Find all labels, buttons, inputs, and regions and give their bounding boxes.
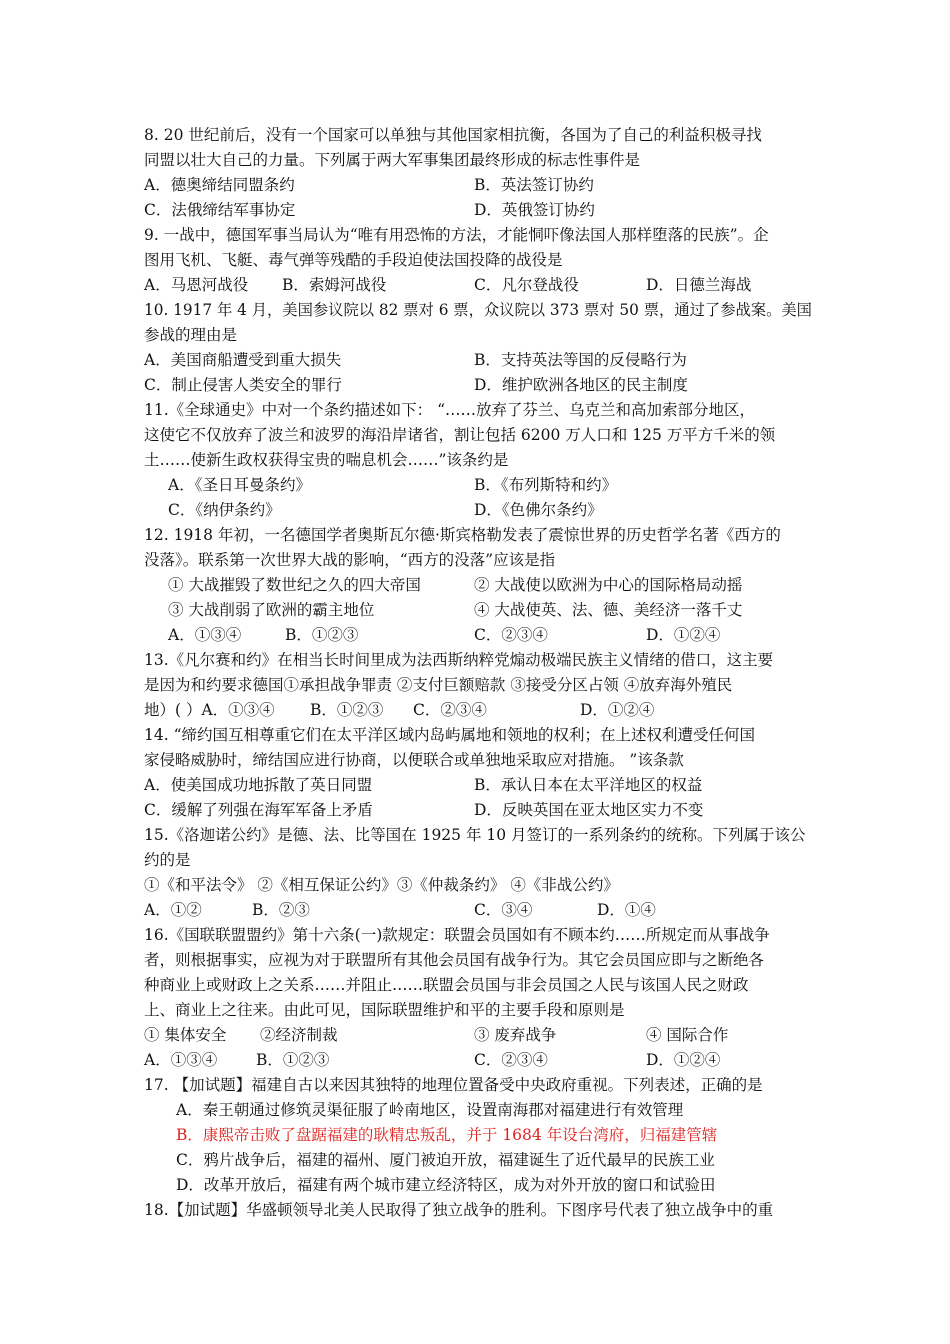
q13-stem-line1: 13.《凡尔赛和约》在相当长时间里成为法西斯纳粹党煽动极端民族主义情绪的借口，这主要 [144,651,774,669]
q12-statement-3: ③ 大战削弱了欧洲的霸主地位 [168,601,375,619]
q13-stem-line2: 是因为和约要求德国①承担战争罪责 ②支付巨额赔款 ③接受分区占领 ④放弃海外殖民 [144,676,733,694]
q15-option-c: C．③④ [474,901,533,919]
q8-option-d: D．英俄签订协约 [474,201,595,219]
q15-stem-line2: 约的是 [144,851,191,869]
q16-option-a: A．①③④ [144,1051,218,1069]
q10-option-c: C．制止侵害人类安全的罪行 [144,376,342,394]
q14-option-b: B．承认日本在太平洋地区的权益 [474,776,703,794]
q18-stem-line1: 18.【加试题】华盛顿领导北美人民取得了独立战争的胜利。下图序号代表了独立战争中的重 [144,1201,774,1219]
q16-option-d: D．①②④ [646,1051,721,1069]
q13-option-b: B．①②③ [310,701,384,719]
q10-stem-line1: 10. 1917 年 4 月，美国参议院以 82 票对 6 票，众议院以 373 票对 50 票，通过了参战案。美国 [144,301,812,319]
q12-statement-1: ① 大战摧毁了数世纪之久的四大帝国 [168,576,421,594]
q13-stem-line3-option-a: 地）( ）A．①③④ [144,701,275,719]
q16-statement-3: ③ 废弃战争 [474,1026,557,1044]
q15-option-d: D．①④ [597,901,656,919]
q17-option-b-answer: B．康熙帝击败了盘踞福建的耿精忠叛乱，并于 1684 年设台湾府，归福建管辖 [176,1126,718,1144]
q8-option-c: C．法俄缔结军事协定 [144,201,296,219]
q13-option-d: D．①②④ [580,701,655,719]
q11-stem-line3: 土……使新生政权获得宝贵的喘息机会……”该条约是 [144,451,509,469]
q10-option-d: D．维护欧洲各地区的民主制度 [474,376,688,394]
q16-stem-line1: 16.《国联联盟盟约》第十六条(一)款规定：联盟会员国如有不顾本约……所规定而从事战争 [144,926,770,944]
q8-stem-line1: 8. 20 世纪前后，没有一个国家可以单独与其他国家相抗衡，各国为了自己的利益积极寻找 [144,126,762,144]
q16-option-c: C．②③④ [474,1051,548,1069]
q12-option-b: B．①②③ [285,626,359,644]
q11-option-a: A．《圣日耳曼条约》 [168,476,311,494]
q14-stem-line2: 家侵略威胁时，缔结国应进行协商，以便联合或单独地采取应对措施。 ”该条款 [144,751,684,769]
q11-option-b: B．《布列斯特和约》 [474,476,618,494]
q10-option-a: A．美国商船遭受到重大损失 [144,351,342,369]
q16-stem-line2: 者，则根据事实，应视为对于联盟所有其他会员国有战争行为。其它会员国应即与之断绝各 [144,951,765,969]
q11-option-d: D．《色佛尔条约》 [474,501,603,519]
q9-option-b: B．索姆河战役 [282,276,387,294]
q8-option-a: A．德奥缔结同盟条约 [144,176,295,194]
q14-stem-line1: 14. “缔约国互相尊重它们在太平洋区域内岛屿属地和领地的权利；在上述权利遭受任何国 [144,726,756,744]
q12-statement-2: ② 大战使以欧洲为中心的国际格局动摇 [474,576,743,594]
q9-stem-line2: 图用飞机、飞艇、毒气弹等残酷的手段迫使法国投降的战役是 [144,251,563,269]
q15-option-a: A．①② [144,901,202,919]
q17-option-c: C．鸦片战争后，福建的福州、厦门被迫开放，福建诞生了近代最早的民族工业 [176,1151,715,1169]
q11-option-c: C．《纳伊条约》 [168,501,281,519]
q12-option-a: A．①③④ [168,626,242,644]
q16-statement-2: ②经济制裁 [260,1026,338,1044]
q14-option-c: C．缓解了列强在海军军备上矛盾 [144,801,373,819]
q10-stem-line2: 参战的理由是 [144,326,238,344]
q9-option-d: D．日德兰海战 [646,276,752,294]
q12-stem-line1: 12. 1918 年初，一名德国学者奥斯瓦尔德·斯宾格勒发表了震惊世界的历史哲学名著《西方的 [144,526,781,544]
q9-option-a: A．马恩河战役 [144,276,249,294]
q17-option-d: D．改革开放后，福建有两个城市建立经济特区，成为对外开放的窗口和试验田 [176,1176,716,1194]
q11-stem-line2: 这使它不仅放弃了波兰和波罗的海沿岸诸省，割让包括 6200 万人口和 125 万平方千米的领 [144,426,776,444]
q17-option-a: A．秦王朝通过修筑灵渠征服了岭南地区，设置南海郡对福建进行有效管理 [176,1101,684,1119]
q9-stem-line1: 9. 一战中，德国军事当局认为“唯有用恐怖的方法，才能恫吓像法国人那样堕落的民族”。企 [144,226,769,244]
q10-option-b: B．支持英法等国的反侵略行为 [474,351,687,369]
q8-option-b: B．英法签订协约 [474,176,594,194]
q16-statement-1: ① 集体安全 [144,1026,227,1044]
q11-stem-line1: 11.《全球通史》中对一个条约描述如下： “……放弃了芬兰、乌克兰和高加索部分地区， [144,401,756,419]
q12-statement-4: ④ 大战使英、法、德、美经济一落千丈 [474,601,743,619]
q16-statement-4: ④ 国际合作 [646,1026,729,1044]
q14-option-d: D．反映英国在亚太地区实力不变 [474,801,704,819]
q17-stem-line1: 17. 【加试题】福建自古以来因其独特的地理位置备受中央政府重视。下列表述，正确的是 [144,1076,763,1094]
q12-option-c: C．②③④ [474,626,548,644]
q14-option-a: A．使美国成功地拆散了英日同盟 [144,776,373,794]
q16-option-b: B．①②③ [256,1051,330,1069]
q9-option-c: C．凡尔登战役 [474,276,579,294]
q13-option-c: C．②③④ [413,701,487,719]
q12-option-d: D．①②④ [646,626,721,644]
q12-stem-line2: 没落》。联系第一次世界大战的影响，“西方的没落”应该是指 [144,551,556,569]
q16-stem-line3: 种商业上或财政上之关系……并阻止……联盟会员国与非会员国之人民与该国人民之财政 [144,976,749,994]
q16-stem-line4: 上、商业上之往来。由此可见，国际联盟维护和平的主要手段和原则是 [144,1001,625,1019]
q15-stem-line1: 15.《洛迦诺公约》是德、法、比等国在 1925 年 10 月签订的一系列条约的统称。下列属于该公 [144,826,806,844]
q8-stem-line2: 同盟以壮大自己的力量。下列属于两大军事集团最终形成的标志性事件是 [144,151,641,169]
q15-option-b: B．②③ [252,901,310,919]
q15-statements: ①《和平法令》 ②《相互保证公约》③《仲裁条约》 ④《非战公约》 [144,876,619,894]
